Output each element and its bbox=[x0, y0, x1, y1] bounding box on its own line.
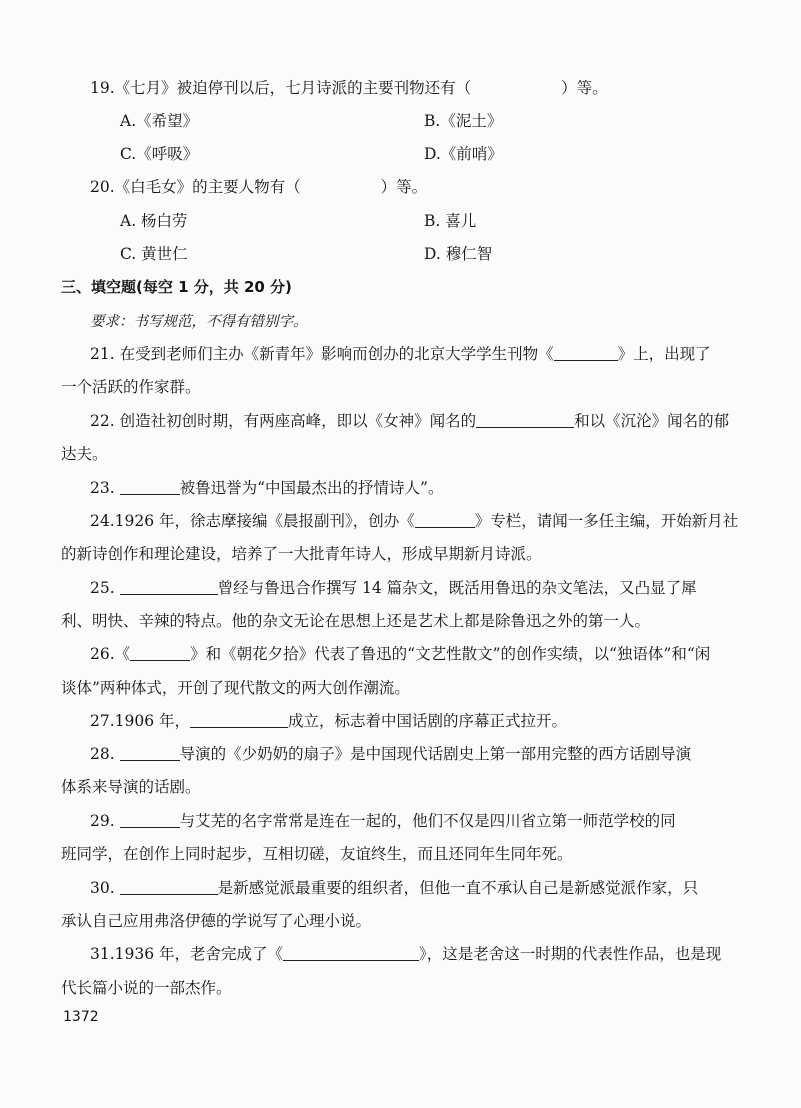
question-20-text: 20.《白毛女》的主要人物有（ bbox=[90, 178, 301, 196]
question-21-continued: 一个活跃的作家群。 bbox=[61, 378, 201, 396]
option-c: C. 黄世仁 bbox=[120, 245, 188, 263]
question-28: 28. 导演的《少奶奶的扇子》是中国现代话剧史上第一部用完整的西方话剧导演 bbox=[90, 745, 692, 763]
section-title: 三、填空题(每空 1 分，共 20 分) bbox=[61, 278, 292, 296]
question-19: 19.《七月》被迫停刊以后，七月诗派的主要刊物还有（ ）等。 bbox=[90, 79, 608, 97]
question-31: 31.1936 年，老舍完成了《 》，这是老舍这一时期的代表性作品，也是现 bbox=[90, 945, 722, 963]
question-24: 24.1926 年，徐志摩接编《晨报副刊》，创办《 》专栏，请闻一多任主编，开始新月社 bbox=[90, 512, 739, 530]
question-25-continued: 利、明快、辛辣的特点。他的杂文无论在思想上还是艺术上都是除鲁迅之外的第一人。 bbox=[61, 612, 651, 630]
question-30-continued: 承认自己应用弗洛伊德的学说写了心理小说。 bbox=[61, 912, 372, 930]
question-29-continued: 班同学，在创作上同时起步，互相切磋，友谊终生，而且还同年生同年死。 bbox=[61, 845, 573, 863]
question-26-continued: 谈体”两种体式，开创了现代散文的两大创作潮流。 bbox=[61, 679, 410, 697]
question-19-text: 19.《七月》被迫停刊以后，七月诗派的主要刊物还有（ bbox=[90, 79, 472, 97]
question-27: 27.1906 年， 成立，标志着中国话剧的序幕正式拉开。 bbox=[90, 712, 568, 730]
option-b: B. 喜儿 bbox=[424, 212, 477, 230]
fill-blank bbox=[120, 812, 180, 828]
question-21: 21. 在受到老师们主办《新青年》影响而创办的北京大学学生刊物《 》上，出现了 bbox=[90, 345, 711, 363]
fill-blank bbox=[554, 345, 618, 361]
fill-blank bbox=[120, 745, 180, 761]
option-a: A.《希望》 bbox=[120, 112, 199, 130]
fill-blank bbox=[130, 645, 190, 661]
question-29: 29. 与艾芜的名字常常是连在一起的，他们不仅是四川省立第一师范学校的同 bbox=[90, 812, 676, 830]
fill-blank bbox=[120, 879, 218, 895]
option-d: D.《前哨》 bbox=[424, 145, 503, 163]
option-d: D. 穆仁智 bbox=[424, 245, 493, 263]
question-23: 23. 被鲁迅誉为“中国最杰出的抒情诗人”。 bbox=[90, 479, 444, 497]
fill-blank bbox=[120, 579, 218, 595]
section-note: 要求：书写规范，不得有错别字。 bbox=[90, 314, 308, 330]
option-b: B.《泥土》 bbox=[424, 112, 503, 130]
question-22-continued: 达夫。 bbox=[61, 445, 108, 463]
question-31-continued: 代长篇小说的一部杰作。 bbox=[61, 979, 232, 997]
fill-blank bbox=[283, 945, 419, 961]
question-30: 30. 是新感觉派最重要的组织者，但他一直不承认自己是新感觉派作家，只 bbox=[90, 879, 699, 897]
fill-blank bbox=[120, 479, 180, 495]
page-number: 1372 bbox=[63, 1009, 99, 1025]
question-22: 22. 创造社初创时期，有两座高峰，即以《女神》闻名的 和以《沉沦》闻名的郁 bbox=[90, 412, 730, 430]
option-c: C.《呼吸》 bbox=[120, 145, 199, 163]
question-20: 20.《白毛女》的主要人物有（ ）等。 bbox=[90, 178, 428, 196]
option-a: A. 杨白劳 bbox=[120, 212, 188, 230]
question-24-continued: 的新诗创作和理论建设，培养了一大批青年诗人，形成早期新月诗派。 bbox=[61, 545, 542, 563]
question-28-continued: 体系来导演的话剧。 bbox=[61, 778, 201, 796]
question-26: 26.《 》和《朝花夕拾》代表了鲁迅的“文艺性散文”的创作实绩，以“独语体”和“闲 bbox=[90, 645, 711, 663]
question-25: 25. 曾经与鲁迅合作撰写 14 篇杂文，既活用鲁迅的杂文笔法，又凸显了犀 bbox=[90, 579, 697, 597]
fill-blank bbox=[415, 512, 475, 528]
fill-blank bbox=[190, 712, 288, 728]
fill-blank bbox=[476, 412, 574, 428]
